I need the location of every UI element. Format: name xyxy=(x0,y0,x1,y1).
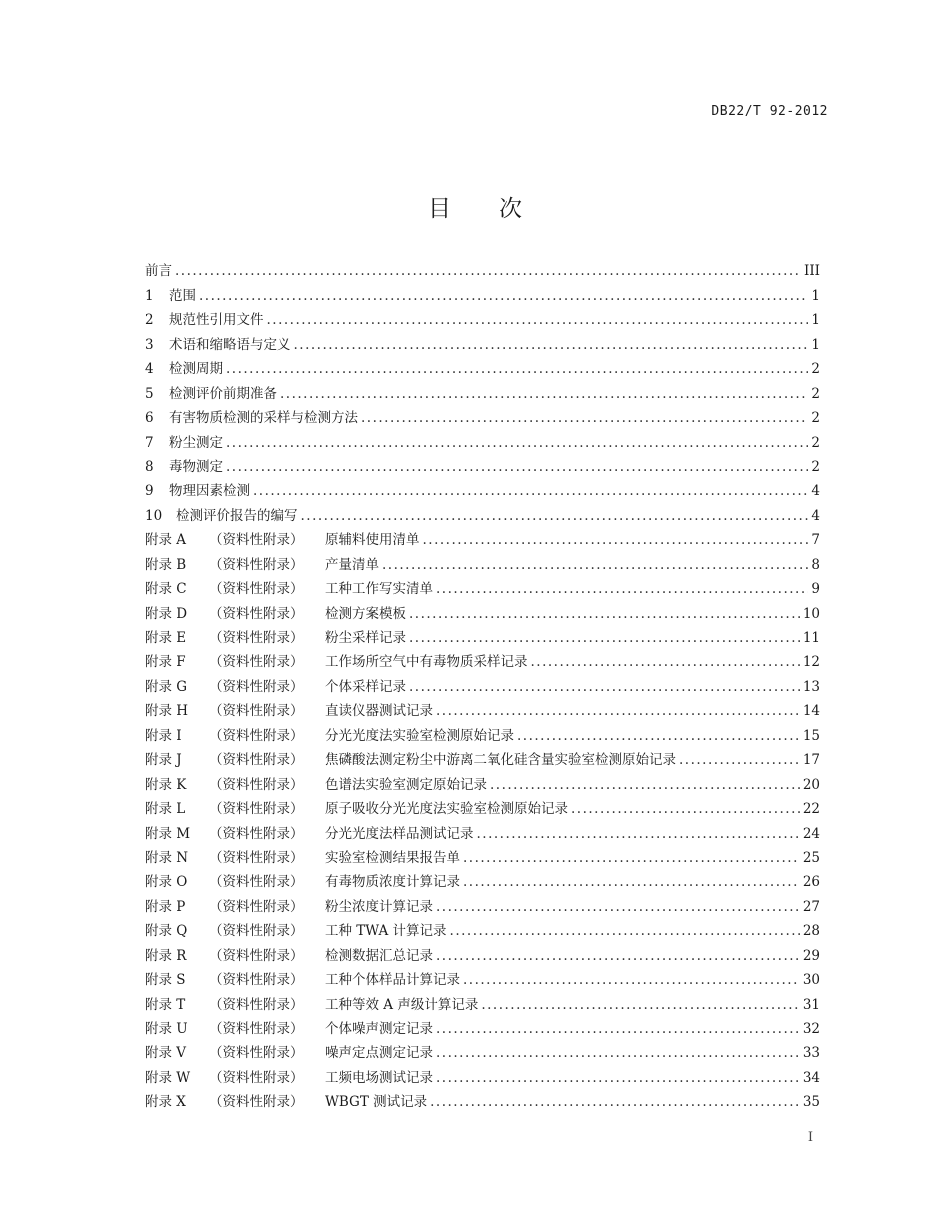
toc-appendix-category: （资料性附录） xyxy=(209,752,304,769)
toc-label: 范围 xyxy=(169,287,196,304)
toc-label: 检测评价前期准备 xyxy=(169,385,277,402)
toc-page-number: 22 xyxy=(802,801,820,818)
dot-leader xyxy=(571,797,800,821)
toc-appendix-number: 附录 C xyxy=(145,581,187,598)
dot-leader xyxy=(436,699,800,723)
toc-entry-appendix[interactable] xyxy=(145,992,820,1016)
toc-page-number: III xyxy=(804,263,820,280)
toc-appendix-category: （资料性附录） xyxy=(209,1021,304,1037)
dot-leader xyxy=(436,1041,800,1065)
toc-entry-chapter[interactable] xyxy=(145,430,820,454)
toc-label: 色谱法实验室测定原始记录 xyxy=(325,776,487,793)
toc-entry-chapter[interactable] xyxy=(145,332,820,356)
dot-leader xyxy=(531,650,800,674)
toc-label: 有毒物质浓度计算记录 xyxy=(325,874,460,891)
toc-label: 毒物测定 xyxy=(169,458,223,475)
toc-label: 产量清单 xyxy=(325,556,379,573)
dot-leader xyxy=(409,602,800,626)
toc-page-number: 15 xyxy=(802,727,820,744)
toc-appendix-category: （资料性附录） xyxy=(209,581,304,598)
toc-entry-appendix[interactable] xyxy=(145,601,820,625)
toc-chapter-number: 7 xyxy=(145,434,154,451)
toc-appendix-category: （资料性附录） xyxy=(209,801,304,818)
toc-appendix-number: 附录 L xyxy=(145,801,186,818)
toc-page-number: 11 xyxy=(802,630,820,646)
toc-entry-appendix[interactable] xyxy=(145,674,820,698)
dot-leader xyxy=(450,919,800,943)
toc-appendix-category: （资料性附录） xyxy=(209,923,304,940)
document-code: DB22/T 92-2012 xyxy=(711,104,828,119)
toc-page-number: 10 xyxy=(802,605,820,622)
dot-leader xyxy=(267,308,809,332)
toc-entry-appendix[interactable] xyxy=(145,1017,820,1041)
toc-page-number: 24 xyxy=(802,825,820,842)
toc-entry-appendix[interactable] xyxy=(145,1090,820,1114)
dot-leader xyxy=(409,675,800,699)
toc-entry-chapter[interactable] xyxy=(145,406,820,430)
dot-leader xyxy=(436,944,800,968)
toc-appendix-number: 附录 D xyxy=(145,605,188,622)
toc-appendix-number: 附录 P xyxy=(145,898,186,915)
toc-entry-appendix[interactable] xyxy=(145,968,820,992)
toc-page-number: 25 xyxy=(802,849,820,866)
dot-leader xyxy=(436,1017,800,1041)
toc-appendix-number: 附录 J xyxy=(145,752,182,769)
toc-page-number: 9 xyxy=(811,581,820,598)
toc-label: 规范性引用文件 xyxy=(169,312,264,329)
toc-entry-foreword[interactable] xyxy=(145,259,820,283)
toc-page-number: 1 xyxy=(811,312,820,329)
toc-label: 工作场所空气中有毒物质采样记录 xyxy=(325,654,528,671)
toc-entry-appendix[interactable] xyxy=(145,846,820,870)
toc-label: 原辅料使用清单 xyxy=(325,532,420,549)
toc-entry-appendix[interactable] xyxy=(145,870,820,894)
toc-appendix-category: （资料性附录） xyxy=(209,849,304,866)
dot-leader xyxy=(436,895,800,919)
toc-label: 分光光度法样品测试记录 xyxy=(325,825,474,842)
toc-appendix-number: 附录 Q xyxy=(145,923,188,940)
toc-label: 有害物质检测的采样与检测方法 xyxy=(169,410,358,427)
toc-entry-appendix[interactable] xyxy=(145,1065,820,1089)
toc-entry-appendix[interactable] xyxy=(145,797,820,821)
title-char-2: 次 xyxy=(499,196,522,222)
toc-appendix-number: 附录 W xyxy=(145,1069,191,1086)
toc-page-number: 26 xyxy=(802,874,820,891)
toc-appendix-category: （资料性附录） xyxy=(209,874,304,891)
toc-label: 焦磷酸法测定粉尘中游离二氧化硅含量实验室检测原始记录 xyxy=(325,752,676,769)
page-title xyxy=(0,190,950,223)
dot-leader xyxy=(679,748,800,772)
toc-appendix-category: （资料性附录） xyxy=(209,703,304,720)
toc-appendix-category: （资料性附录） xyxy=(209,556,304,573)
toc-page-number: 27 xyxy=(802,898,820,915)
dot-leader xyxy=(490,773,800,797)
toc-appendix-number: 附录 R xyxy=(145,947,187,964)
toc-page-number: 30 xyxy=(802,972,820,989)
toc-chapter-number: 2 xyxy=(145,312,154,329)
toc-appendix-category: （资料性附录） xyxy=(209,654,304,671)
toc-page-number: 2 xyxy=(811,434,820,451)
toc-page-number: 4 xyxy=(811,507,820,524)
toc-page-number: 4 xyxy=(811,483,820,500)
toc-entry-chapter[interactable] xyxy=(145,357,820,381)
toc-appendix-number: 附录 G xyxy=(145,678,188,695)
toc-label: 检测数据汇总记录 xyxy=(325,947,433,964)
toc-label: WBGT 测试记录 xyxy=(325,1094,428,1111)
toc-appendix-category: （资料性附录） xyxy=(209,1094,304,1111)
toc-label: 实验室检测结果报告单 xyxy=(325,849,460,866)
toc-label: 工种等效 A 声级计算记录 xyxy=(325,996,479,1013)
dot-leader xyxy=(463,870,800,894)
toc-chapter-number: 5 xyxy=(145,385,154,402)
toc-appendix-category: （资料性附录） xyxy=(209,1069,304,1086)
toc-entry-chapter[interactable] xyxy=(145,283,820,307)
toc-page-number: 2 xyxy=(811,410,820,427)
toc-appendix-number: 附录 E xyxy=(145,630,187,646)
dot-leader xyxy=(226,431,808,455)
toc-appendix-number: 附录 X xyxy=(145,1094,186,1111)
toc-entry-chapter[interactable] xyxy=(145,479,820,503)
toc-entry-appendix[interactable] xyxy=(145,821,820,845)
dot-leader xyxy=(481,993,799,1017)
toc-page-number: 14 xyxy=(802,703,820,720)
toc-page-number: 33 xyxy=(802,1045,820,1062)
toc-label: 检测评价报告的编写 xyxy=(176,507,298,524)
toc-appendix-number: 附录 A xyxy=(145,532,187,549)
toc-label: 工频电场测试记录 xyxy=(325,1069,433,1086)
toc-appendix-number: 附录 U xyxy=(145,1021,188,1037)
toc-appendix-number: 附录 O xyxy=(145,874,188,891)
dot-leader xyxy=(199,284,808,308)
toc-entry-chapter[interactable] xyxy=(145,308,820,332)
toc-page-number: 8 xyxy=(811,556,820,573)
dot-leader xyxy=(253,479,808,503)
dot-leader xyxy=(436,577,808,601)
toc-entry-appendix[interactable] xyxy=(145,943,820,967)
dot-leader xyxy=(409,626,800,650)
dot-leader xyxy=(430,1090,800,1114)
toc-label: 分光光度法实验室检测原始记录 xyxy=(325,727,514,744)
footer-page-number: I xyxy=(807,1130,813,1145)
toc-entry-chapter[interactable] xyxy=(145,503,820,527)
toc-entry-appendix[interactable] xyxy=(145,723,820,747)
dot-leader xyxy=(294,333,809,357)
table-of-contents xyxy=(145,259,820,1114)
dot-leader xyxy=(361,406,808,430)
toc-page-number: 29 xyxy=(802,947,820,964)
dot-leader xyxy=(226,357,808,381)
dot-leader xyxy=(463,968,800,992)
toc-entry-appendix[interactable] xyxy=(145,894,820,918)
toc-label: 工种 TWA 计算记录 xyxy=(325,923,447,940)
toc-appendix-number: 附录 T xyxy=(145,996,186,1013)
toc-entry-appendix[interactable] xyxy=(145,1041,820,1065)
toc-entry-appendix[interactable] xyxy=(145,577,820,601)
toc-page-number: 17 xyxy=(802,752,820,769)
toc-entry-chapter[interactable] xyxy=(145,455,820,479)
toc-page-number: 7 xyxy=(811,532,820,549)
dot-leader xyxy=(436,1066,800,1090)
toc-appendix-number: 附录 F xyxy=(145,654,186,671)
toc-label: 前言 xyxy=(145,263,172,280)
toc-page-number: 12 xyxy=(802,654,820,671)
toc-page-number: 1 xyxy=(811,336,820,353)
toc-chapter-number: 1 xyxy=(145,287,154,304)
toc-page-number: 2 xyxy=(811,385,820,402)
toc-appendix-category: （资料性附录） xyxy=(209,972,304,989)
dot-leader xyxy=(423,528,809,552)
toc-page-number: 31 xyxy=(802,996,820,1013)
toc-page-number: 34 xyxy=(802,1069,820,1086)
toc-page-number: 2 xyxy=(811,361,820,378)
toc-entry-appendix[interactable] xyxy=(145,919,820,943)
toc-appendix-number: 附录 I xyxy=(145,727,182,744)
toc-entry-appendix[interactable] xyxy=(145,528,820,552)
toc-appendix-category: （资料性附录） xyxy=(209,898,304,915)
toc-label: 原子吸收分光光度法实验室检测原始记录 xyxy=(325,801,568,818)
toc-appendix-number: 附录 V xyxy=(145,1045,187,1062)
toc-label: 噪声定点测定记录 xyxy=(325,1045,433,1062)
toc-entry-appendix[interactable] xyxy=(145,699,820,723)
title-char-1: 目 xyxy=(428,196,451,222)
toc-appendix-category: （资料性附录） xyxy=(209,776,304,793)
toc-page-number: 35 xyxy=(802,1094,820,1111)
toc-page-number: 20 xyxy=(802,776,820,793)
toc-label: 粉尘测定 xyxy=(169,434,223,451)
toc-page-number: 2 xyxy=(811,458,820,475)
dot-leader xyxy=(301,504,809,528)
toc-label: 术语和缩略语与定义 xyxy=(169,336,291,353)
toc-appendix-number: 附录 K xyxy=(145,776,187,793)
dot-leader xyxy=(175,259,801,283)
toc-page-number: 32 xyxy=(802,1021,820,1037)
toc-entry-chapter[interactable] xyxy=(145,381,820,405)
toc-chapter-number: 4 xyxy=(145,361,154,378)
toc-chapter-number: 3 xyxy=(145,336,154,353)
toc-label: 个体采样记录 xyxy=(325,678,406,695)
toc-appendix-number: 附录 N xyxy=(145,849,189,866)
dot-leader xyxy=(477,822,800,846)
dot-leader xyxy=(463,846,800,870)
toc-entry-appendix[interactable] xyxy=(145,772,820,796)
toc-appendix-number: 附录 S xyxy=(145,972,186,989)
toc-appendix-category: （资料性附录） xyxy=(209,678,304,695)
toc-chapter-number: 8 xyxy=(145,458,154,475)
toc-appendix-category: （资料性附录） xyxy=(209,605,304,622)
toc-entry-appendix[interactable] xyxy=(145,748,820,772)
toc-label: 粉尘采样记录 xyxy=(325,630,406,646)
toc-label: 检测方案模板 xyxy=(325,605,406,622)
toc-label: 直读仪器测试记录 xyxy=(325,703,433,720)
dot-leader xyxy=(280,382,808,406)
toc-appendix-category: （资料性附录） xyxy=(209,630,304,646)
toc-appendix-category: （资料性附录） xyxy=(209,947,304,964)
toc-page-number: 1 xyxy=(811,287,820,304)
toc-label: 工种个体样品计算记录 xyxy=(325,972,460,989)
toc-appendix-category: （资料性附录） xyxy=(209,1045,304,1062)
toc-chapter-number: 9 xyxy=(145,483,154,500)
toc-label: 检测周期 xyxy=(169,361,223,378)
toc-appendix-category: （资料性附录） xyxy=(209,727,304,744)
dot-leader xyxy=(382,553,808,577)
toc-page-number: 13 xyxy=(802,678,820,695)
toc-appendix-category: （资料性附录） xyxy=(209,996,304,1013)
toc-appendix-number: 附录 H xyxy=(145,703,189,720)
dot-leader xyxy=(517,724,800,748)
toc-appendix-category: （资料性附录） xyxy=(209,825,304,842)
toc-entry-appendix[interactable] xyxy=(145,650,820,674)
toc-page-number: 28 xyxy=(802,923,820,940)
toc-label: 工种工作写实清单 xyxy=(325,581,433,598)
toc-label: 物理因素检测 xyxy=(169,483,250,500)
dot-leader xyxy=(226,455,808,479)
toc-chapter-number: 10 xyxy=(145,507,163,524)
toc-appendix-category: （资料性附录） xyxy=(209,532,304,549)
toc-label: 个体噪声测定记录 xyxy=(325,1021,433,1037)
toc-appendix-number: 附录 B xyxy=(145,556,187,573)
toc-entry-appendix[interactable] xyxy=(145,626,820,650)
toc-label: 粉尘浓度计算记录 xyxy=(325,898,433,915)
toc-chapter-number: 6 xyxy=(145,410,154,427)
toc-appendix-number: 附录 M xyxy=(145,825,191,842)
toc-entry-appendix[interactable] xyxy=(145,552,820,576)
